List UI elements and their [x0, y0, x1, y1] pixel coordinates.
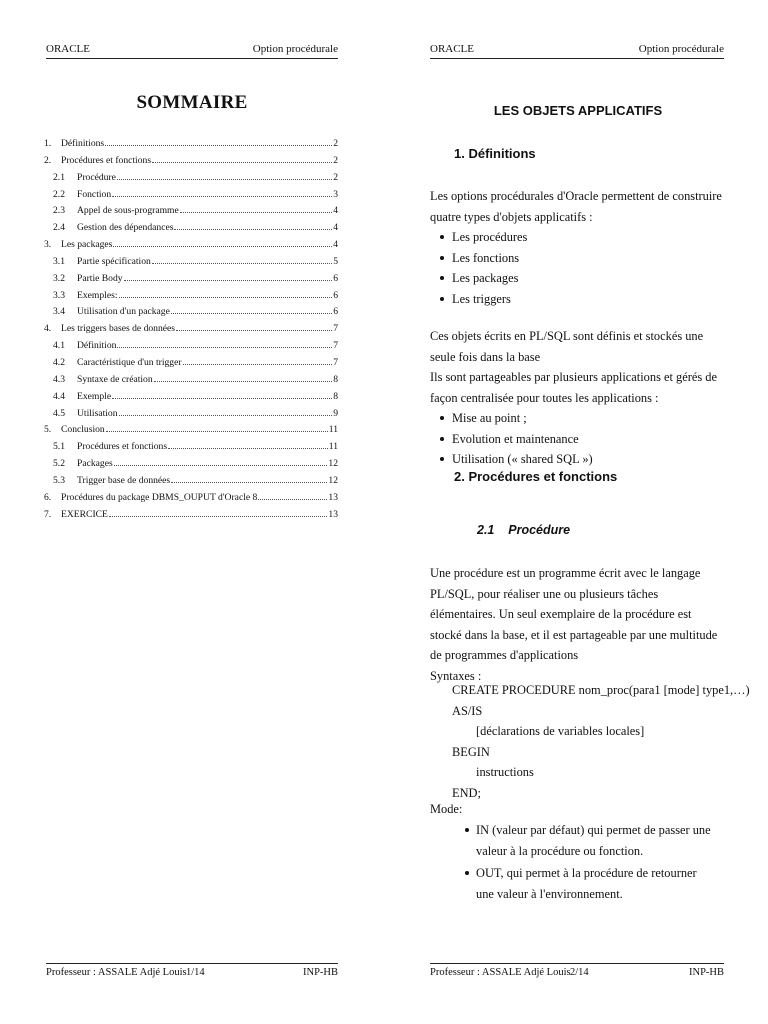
- toc-title: Packages: [77, 458, 113, 470]
- toc-leader: [180, 212, 332, 213]
- toc-number: 5.1: [53, 441, 65, 453]
- toc-page-number: 7: [333, 340, 338, 352]
- toc-title: Les packages: [61, 239, 113, 251]
- toc-leader: [113, 246, 332, 247]
- footer-author: Professeur : ASSALE Adjé Louis: [430, 967, 571, 978]
- toc-title: Partie Body: [77, 272, 123, 284]
- toc-entry[interactable]: [44, 338, 338, 355]
- code-line: END;: [452, 785, 481, 800]
- toc-title: Fonction: [77, 188, 112, 200]
- toc-page-number: 9: [333, 407, 338, 419]
- toc-number: 6.: [44, 491, 52, 503]
- list-item: Evolution et maintenance: [430, 429, 726, 450]
- toc-leader: [117, 347, 332, 348]
- right-page: [384, 0, 768, 1024]
- toc-entry[interactable]: [44, 237, 338, 254]
- footer-author: Professeur : ASSALE Adjé Louis: [46, 967, 187, 978]
- page-footer: [430, 963, 724, 980]
- page-header: [430, 42, 724, 59]
- toc-title: Procédures et fonctions: [61, 154, 152, 166]
- toc-number: 3.4: [53, 306, 65, 318]
- toc-leader: [168, 448, 328, 449]
- storage-paragraph: Ces objets écrits en PL/SQL sont définis et stockés une seule fois dans la base: [430, 329, 704, 364]
- main-title: LES OBJETS APPLICATIFS: [493, 103, 663, 118]
- toc-page-number: 6: [333, 289, 338, 301]
- toc-entry[interactable]: [44, 372, 338, 389]
- toc-title: Caractéristique d'un trigger: [77, 356, 182, 368]
- toc-number: 2.2: [53, 188, 65, 200]
- syntaxes-label: Syntaxes :: [430, 668, 482, 683]
- toc-leader: [258, 499, 327, 500]
- toc-title: Trigger base de données: [77, 474, 171, 486]
- intro-paragraph: Les options procédurales d'Oracle permettent de construire quatre types d'objets applicatifs :: [430, 189, 722, 224]
- toc-leader: [106, 431, 328, 432]
- toc-leader: [124, 280, 333, 281]
- toc-number: 4.: [44, 323, 52, 335]
- list-item: OUT, qui permet à la procédure de retourner une valeur à l'environnement.: [454, 863, 714, 904]
- list-item: Les packages: [430, 268, 726, 289]
- toc-number: 5.2: [53, 458, 65, 470]
- toc-entry[interactable]: [44, 473, 338, 490]
- toc-title: Procédures et fonctions: [77, 441, 168, 453]
- toc-page-number: 13: [328, 491, 338, 503]
- mode-label: Mode:: [430, 802, 463, 816]
- list-item: Les procédures: [430, 227, 726, 248]
- storage-block: [430, 326, 726, 470]
- toc-number: 5.3: [53, 474, 65, 486]
- toc-leader: [109, 516, 328, 517]
- code-line: instructions: [476, 765, 534, 779]
- toc-number: 4.5: [53, 407, 65, 419]
- toc-entry[interactable]: [44, 456, 338, 473]
- list-item: IN (valeur par défaut) qui permet de passer une valeur à la procédure ou fonction.: [454, 820, 714, 861]
- toc-number: 4.2: [53, 356, 65, 368]
- toc-title: Conclusion: [61, 424, 105, 436]
- toc-entry[interactable]: [44, 490, 338, 507]
- toc-number: 5.: [44, 424, 52, 436]
- toc-leader: [112, 398, 332, 399]
- toc-title: Exemple: [77, 390, 112, 402]
- toc-leader: [171, 313, 332, 314]
- definitions-block: [430, 186, 726, 309]
- toc-page-number: 2: [333, 171, 338, 183]
- toc-page-number: 4: [333, 205, 338, 217]
- header-left: ORACLE: [430, 43, 474, 55]
- toc-number: 3.: [44, 239, 52, 251]
- procedure-block: [430, 563, 726, 686]
- toc-entry[interactable]: [44, 271, 338, 288]
- toc-entry[interactable]: [44, 203, 338, 220]
- list-item: Utilisation (« shared SQL »): [430, 449, 726, 470]
- toc-leader: [171, 482, 327, 483]
- toc-number: 2.1: [53, 171, 65, 183]
- toc-leader: [183, 364, 333, 365]
- toc-page-number: 12: [328, 458, 338, 470]
- toc-leader: [152, 162, 332, 163]
- toc-page-number: 11: [328, 441, 338, 453]
- toc-entry[interactable]: [44, 170, 338, 187]
- toc-leader: [117, 179, 332, 180]
- toc-page-number: 11: [328, 424, 338, 436]
- procedure-paragraph: Une procédure est un programme écrit avec le langage PL/SQL, pour réaliser une ou plusieurs tâches élémentaires. Un seul exemplaire de la procédure est stocké dans la base, et il est partageable par une multitude de programmes d'applications: [430, 566, 718, 662]
- toc-number: 2.: [44, 154, 52, 166]
- toc-title: Procédures du package DBMS_OUPUT d'Oracle 8: [61, 491, 258, 503]
- code-line: CREATE PROCEDURE nom_proc(para1 [mode] type1,…) AS/IS: [452, 683, 750, 718]
- toc-number: 4.4: [53, 390, 65, 402]
- footer-page-number: 2/14: [570, 967, 589, 978]
- toc-number: 3.1: [53, 255, 65, 267]
- toc-title: Syntaxe de création: [77, 373, 153, 385]
- toc-title: Définition: [77, 340, 117, 352]
- footer-page-number: 1/14: [186, 967, 205, 978]
- toc-entry[interactable]: [44, 136, 338, 153]
- toc-title: EXERCICE: [61, 508, 108, 520]
- toc-number: 7.: [44, 508, 52, 520]
- toc-title: Procédure: [77, 171, 116, 183]
- toc-title: Partie spécification: [77, 255, 151, 267]
- list-item: Les fonctions: [430, 248, 726, 269]
- toc-title: Exemples:: [77, 289, 118, 301]
- toc-entry[interactable]: [44, 507, 338, 524]
- toc-page-number: 7: [333, 323, 338, 335]
- toc-entry[interactable]: [44, 288, 338, 305]
- toc-number: 2.3: [53, 205, 65, 217]
- code-line: BEGIN: [452, 744, 490, 759]
- list-item: Les triggers: [430, 289, 726, 310]
- toc-entry[interactable]: [44, 321, 338, 338]
- toc-page-number: 6: [333, 272, 338, 284]
- toc-title: Gestion des dépendances: [77, 222, 174, 234]
- section-heading-procedures: 2. Procédures et fonctions: [454, 469, 618, 484]
- toc-leader: [112, 196, 332, 197]
- toc-page-number: 4: [333, 239, 338, 251]
- toc-title: Utilisation d'un package: [77, 306, 170, 318]
- toc-title: Les triggers bases de données: [61, 323, 176, 335]
- table-of-contents: [44, 136, 338, 523]
- header-left: ORACLE: [46, 43, 90, 55]
- toc-leader: [154, 381, 333, 382]
- toc-leader: [174, 229, 332, 230]
- toc-page-number: 12: [328, 474, 338, 486]
- toc-page-number: 7: [333, 356, 338, 368]
- toc-entry[interactable]: [44, 389, 338, 406]
- toc-leader: [176, 330, 332, 331]
- toc-entry[interactable]: [44, 355, 338, 372]
- toc-leader: [114, 465, 328, 466]
- toc-page-number: 8: [333, 390, 338, 402]
- mode-list: [454, 820, 714, 906]
- toc-leader: [105, 145, 332, 146]
- toc-title: Définitions: [61, 138, 105, 149]
- toc-entry[interactable]: [44, 254, 338, 271]
- toc-title: Utilisation: [77, 407, 118, 419]
- toc-entry[interactable]: [44, 422, 338, 439]
- toc-page-number: 6: [333, 306, 338, 318]
- toc-entry[interactable]: [44, 439, 338, 456]
- list-item: Mise au point ;: [430, 408, 726, 429]
- toc-page-number: 2: [333, 138, 338, 149]
- toc-leader: [119, 297, 333, 298]
- page-header: [46, 42, 338, 59]
- header-right: Option procédurale: [638, 43, 724, 55]
- section-heading-definitions: 1. Définitions: [454, 146, 536, 161]
- page-title: SOMMAIRE: [136, 92, 248, 113]
- footer-institution: INP-HB: [302, 967, 338, 978]
- object-types-list: [430, 227, 726, 309]
- toc-entry[interactable]: [44, 304, 338, 321]
- subsection-heading-procedure: 2.1 Procédure: [477, 523, 571, 537]
- toc-number: 4.1: [53, 340, 65, 352]
- toc-entry[interactable]: [44, 187, 338, 204]
- toc-entry[interactable]: [44, 406, 338, 423]
- toc-page-number: 4: [333, 222, 338, 234]
- toc-entry[interactable]: [44, 153, 338, 170]
- page-footer: [46, 963, 338, 980]
- toc-number: 3.2: [53, 272, 65, 284]
- toc-leader: [119, 415, 333, 416]
- advantages-list: [430, 408, 726, 470]
- toc-number: 2.4: [53, 222, 65, 234]
- toc-page-number: 2: [333, 154, 338, 166]
- toc-number: 1.: [44, 138, 52, 149]
- sharing-paragraph: Ils sont partageables par plusieurs applications et gérés de façon centralisée pour toutes les applications :: [430, 370, 717, 405]
- toc-page-number: 3: [333, 188, 338, 200]
- toc-title: Appel de sous-programme: [77, 205, 179, 217]
- toc-page-number: 8: [333, 373, 338, 385]
- toc-page-number: 13: [328, 508, 338, 520]
- toc-number: 3.3: [53, 289, 65, 301]
- footer-institution: INP-HB: [688, 967, 724, 978]
- toc-number: 4.3: [53, 373, 65, 385]
- syntax-code-block: [452, 680, 768, 803]
- header-right: Option procédurale: [252, 43, 338, 55]
- toc-entry[interactable]: [44, 220, 338, 237]
- code-line: [déclarations de variables locales]: [476, 724, 645, 738]
- toc-leader: [152, 263, 332, 264]
- toc-page-number: 5: [333, 255, 338, 267]
